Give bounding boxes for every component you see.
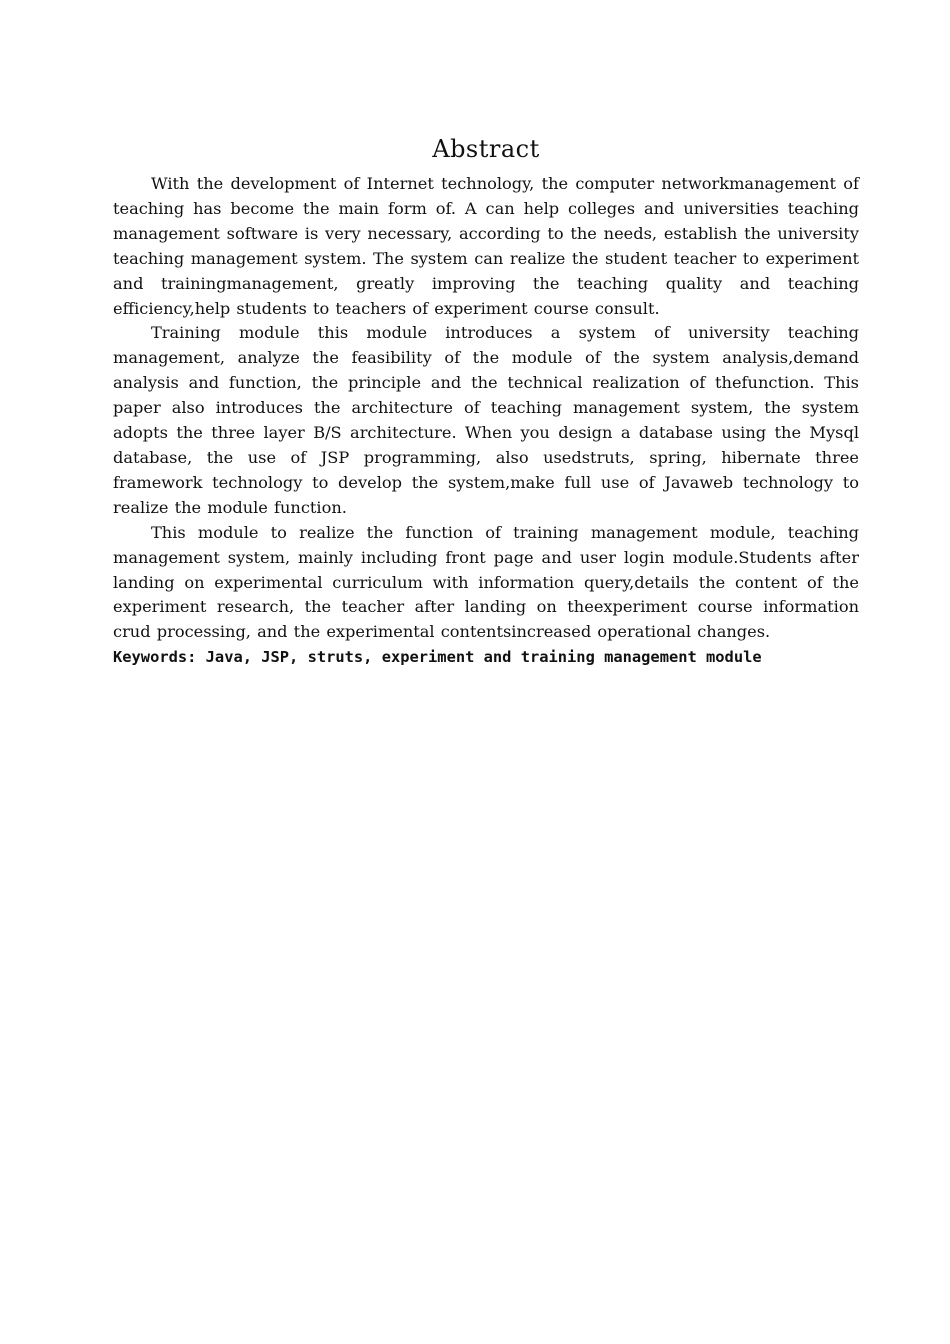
abstract-title: Abstract <box>432 135 540 163</box>
abstract-paragraph-3: This module to realize the function of training management module, teaching management system, mainly including front page and user login module.Students after landing on experimental curriculum with information query,details the content of the experiment research, the teacher after landing on theexperiment course information crud processing, and the experimental contentsincreased operational changes. <box>113 522 859 642</box>
abstract-paragraph-2: Training module this module introduces a system of university teaching management, analyze the feasibility of the module of the system analysis,demand analysis and function, the principle and the technical realization of thefunction. This paper also introduces the architecture of teaching management system, the system adopts the three layer B/S architecture. When you design a database using the Mysql database, the use of JSP programming, also usedstruts, spring, hibernate three framework technology to develop the system,make full use of Javaweb technology to realize the module function. <box>113 323 859 517</box>
abstract-paragraph-1: With the development of Internet technology, the computer networkmanagement of teaching has become the main form of. A can help colleges and universities teaching management software is very necessary, according to the needs, establish the university teaching management system. The system can realize the student teacher to experiment and trainingmanagement, greatly improving the teaching quality and teaching efficiency,help students to teachers of experiment course consult. <box>113 174 859 318</box>
abstract-page <box>113 132 859 670</box>
keywords-line: Keywords: Java, JSP, struts, experiment and training management module <box>113 648 762 667</box>
